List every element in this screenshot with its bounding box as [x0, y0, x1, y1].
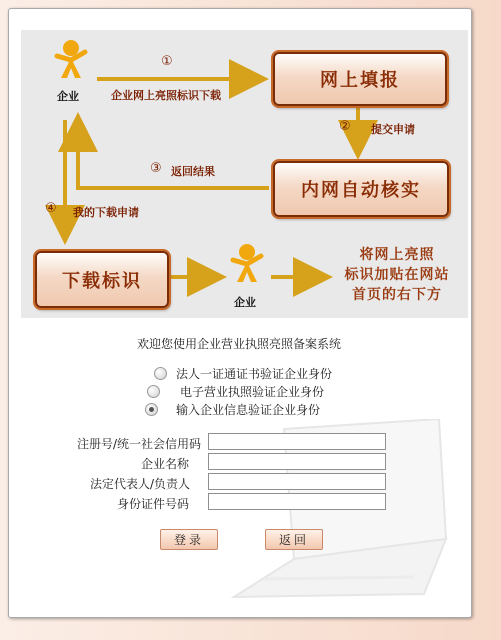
login-button[interactable]: 登录: [160, 529, 218, 550]
note-line-2: 标识加贴在网站: [344, 267, 450, 283]
company-name-input[interactable]: [208, 453, 386, 470]
welcome-text: 欢迎您使用企业营业执照亮照备案系统: [136, 337, 341, 351]
box-internal-verify: 内网自动核实: [273, 161, 449, 217]
step1-number: ①: [161, 54, 173, 69]
radio-button-company-info[interactable]: [145, 403, 158, 416]
note-line-1: 将网上亮照: [359, 247, 435, 263]
box-online-fill: 网上填报: [273, 52, 447, 106]
person-label-2: 企业: [234, 296, 256, 309]
step2-number: ②: [339, 119, 351, 134]
radio-button-cert[interactable]: [154, 367, 167, 380]
radio-button-e-license[interactable]: [147, 385, 160, 398]
step4-number: ④: [45, 201, 57, 216]
reg-no-label: 注册号/统一社会信用码: [76, 437, 201, 451]
step2-label: 提交申请: [371, 123, 415, 136]
id-no-input[interactable]: [208, 493, 386, 510]
step4-label: 我的下载申请: [73, 206, 139, 219]
company-person-icon-2: [227, 242, 267, 286]
legal-rep-input[interactable]: [208, 473, 386, 490]
step1-label: 企业网上亮照标识下载: [111, 89, 221, 102]
step3-number: ③: [150, 161, 162, 176]
back-button[interactable]: 返回: [265, 529, 323, 550]
verify-option-3[interactable]: [145, 401, 320, 418]
box-download-mark: 下载标识: [35, 251, 169, 308]
id-no-label: 身份证件号码: [116, 497, 189, 511]
company-person-icon: [51, 38, 91, 82]
main-panel: [8, 8, 472, 618]
company-name-label: 企业名称: [140, 457, 189, 471]
note-text: [329, 245, 465, 305]
legal-rep-label: 法定代表人/负责人: [89, 477, 190, 491]
reg-no-input[interactable]: [208, 433, 386, 450]
verify-option-2-label: 电子营业执照验证企业身份: [180, 385, 325, 399]
verify-option-1-label: 法人一证通证书验证企业身份: [176, 367, 333, 381]
step3-label: 返回结果: [171, 165, 215, 178]
verify-option-3-label: 输入企业信息验证企业身份: [176, 403, 321, 417]
note-line-3: 首页的右下方: [352, 287, 442, 303]
verify-option-1[interactable]: [154, 365, 332, 382]
process-flow-diagram: [21, 30, 468, 318]
verify-option-2[interactable]: [147, 383, 324, 400]
person-label-1: 企业: [57, 90, 79, 103]
